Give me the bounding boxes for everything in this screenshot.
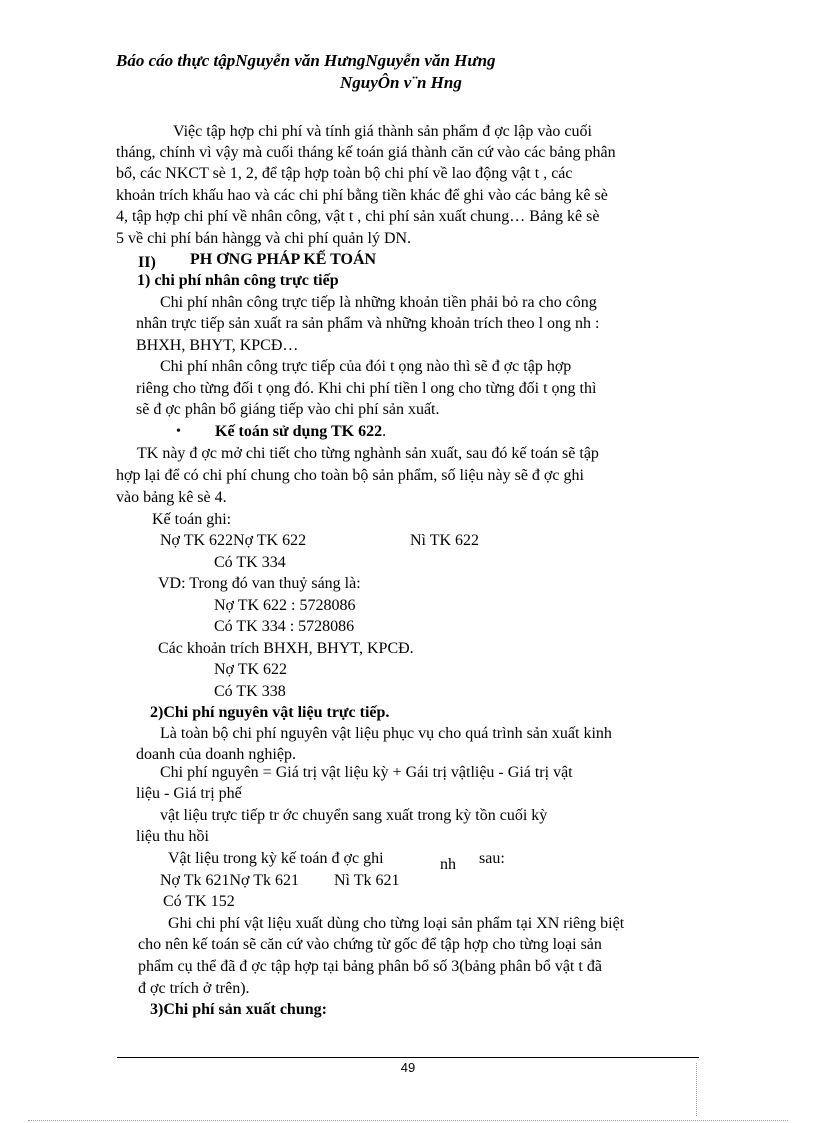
text-line: Kế toán ghi: <box>152 511 232 528</box>
text-line: hợp lại để có chi phí chung cho toàn bộ sản phẩm, số liệu này sẽ đ ợc ghi <box>116 467 584 484</box>
header-line-2: NguyÔn v¨n Hng <box>340 73 462 92</box>
text-line: 2)Chi phí nguyên vật liệu trực tiếp. <box>150 704 390 721</box>
text-line: Các khoản trích BHXH, BHYT, KPCĐ. <box>158 640 414 657</box>
text-line: Có TK 334 : 5728086 <box>214 618 355 635</box>
text-line: 1) chi phí nhân công trực tiếp <box>137 272 339 289</box>
page-number: 49 <box>400 1060 416 1075</box>
text-line: TK này đ ợc mở chi tiết cho từng nghành sản xuất, sau đó kế toán sẽ tập <box>137 445 599 462</box>
text-line: Kế toán sử dụng TK 622. <box>215 423 387 440</box>
text-line: bổ, các NKCT sè 1, 2, để tập hợp toàn bộ chi phí về lao động vật t , các <box>116 165 573 182</box>
text-line: đ ợc trích ở trên). <box>138 980 250 997</box>
page-corner-mark <box>696 1063 697 1116</box>
text-line: 4, tập hợp chi phí về nhân công, vật t , chi phí sản xuất chung… Bảng kê sè <box>116 208 600 225</box>
text-line: Nì Tk 621 <box>334 872 400 889</box>
header-line-1: Báo cáo thực tậpNguyễn văn HưngNguyễn văn Hưng <box>116 51 496 70</box>
text-line: phẩm cụ thể đã đ ợc tập hợp tại bảng phân bổ số 3(bảng phân bổ vật t đã <box>138 958 602 975</box>
text-line: Nợ Tk 621Nợ Tk 621 <box>160 872 299 889</box>
text-line: Chi phí nguyên = Giá trị vật liệu kỳ + Gái trị vậtliệu - Giá trị vật <box>160 764 573 781</box>
text-line: BHXH, BHYT, KPCĐ… <box>136 337 299 354</box>
text-line: Có TK 152 <box>163 893 235 910</box>
text-line: Vật liệu trong kỳ kế toán đ ợc ghi <box>168 850 384 867</box>
text-line: Là toàn bộ chi phí nguyên vật liệu phục vụ cho quá trình sản xuất kinh <box>160 725 612 742</box>
text-line: khoản trích khấu hao và các chi phí bằng tiền khác để ghi vào các bảng kê sè <box>116 187 608 204</box>
bullet-icon: • <box>176 424 181 439</box>
text-line: sau: <box>479 850 505 867</box>
text-line: vào bảng kê sè 4. <box>116 489 227 506</box>
text-line-tail: . <box>382 423 387 440</box>
text-line: II) <box>138 254 156 271</box>
text-line: riêng cho từng đối t ọng đó. Khi chi phí tiền l ong cho từng đối t ọng thì <box>136 380 597 397</box>
text-line: Nì TK 622 <box>410 532 480 549</box>
text-line: Ghi chi phí vật liệu xuất dùng cho từng loại sản phẩm tại XN riêng biệt <box>168 915 625 932</box>
text-line: liệu thu hồi <box>136 828 209 845</box>
text-line: VD: Trong đó van thuỷ sáng là: <box>158 575 361 592</box>
footer-divider <box>117 1057 699 1058</box>
text-line: Nợ TK 622 <box>214 661 288 678</box>
text-line: vật liệu trực tiếp tr ớc chuyển sang xuất trong kỳ tồn cuối kỳ <box>160 807 548 824</box>
text-line: Nợ TK 622 : 5728086 <box>214 597 356 614</box>
text-line: nh <box>440 856 456 873</box>
text-line: Chi phí nhân công trực tiếp của đói t ọng nào thì sẽ đ ợc tập hợp <box>160 358 572 375</box>
text-line: PH ƠNG PHÁP KẾ TOÁN <box>190 251 377 268</box>
text-line: liệu - Giá trị phế <box>136 785 242 802</box>
text-line: 3)Chi phí sản xuất chung: <box>150 1001 327 1018</box>
text-line: 5 về chi phí bán hàngg và chi phí quản lý DN. <box>116 230 412 247</box>
page-edge-dotted-line <box>28 1120 788 1121</box>
text-line: Có TK 334 <box>214 554 286 571</box>
text-line: sẽ đ ợc phân bổ giáng tiếp vào chi phí sản xuất. <box>136 401 440 418</box>
text-line: Nợ TK 622Nợ TK 622 <box>160 532 307 549</box>
text-line: tháng, chính vì vậy mà cuối tháng kế toán giá thành căn cứ vào các bảng phân <box>116 144 616 161</box>
text-line: Chi phí nhân công trực tiếp là những khoản tiền phải bỏ ra cho công <box>160 294 597 311</box>
text-line: Việc tập hợp chi phí và tính giá thành sản phẩm đ ợc lập vào cuối <box>173 123 592 140</box>
text-line: Có TK 338 <box>214 683 286 700</box>
text-line: cho nên kế toán sẽ căn cứ vào chứng từ gốc để tập hợp cho từng loại sản <box>138 936 602 953</box>
text-line: nhân trực tiếp sản xuất ra sản phẩm và những khoản trích theo l ong nh : <box>136 315 600 332</box>
text-line: doanh của doanh nghiệp. <box>136 746 296 763</box>
